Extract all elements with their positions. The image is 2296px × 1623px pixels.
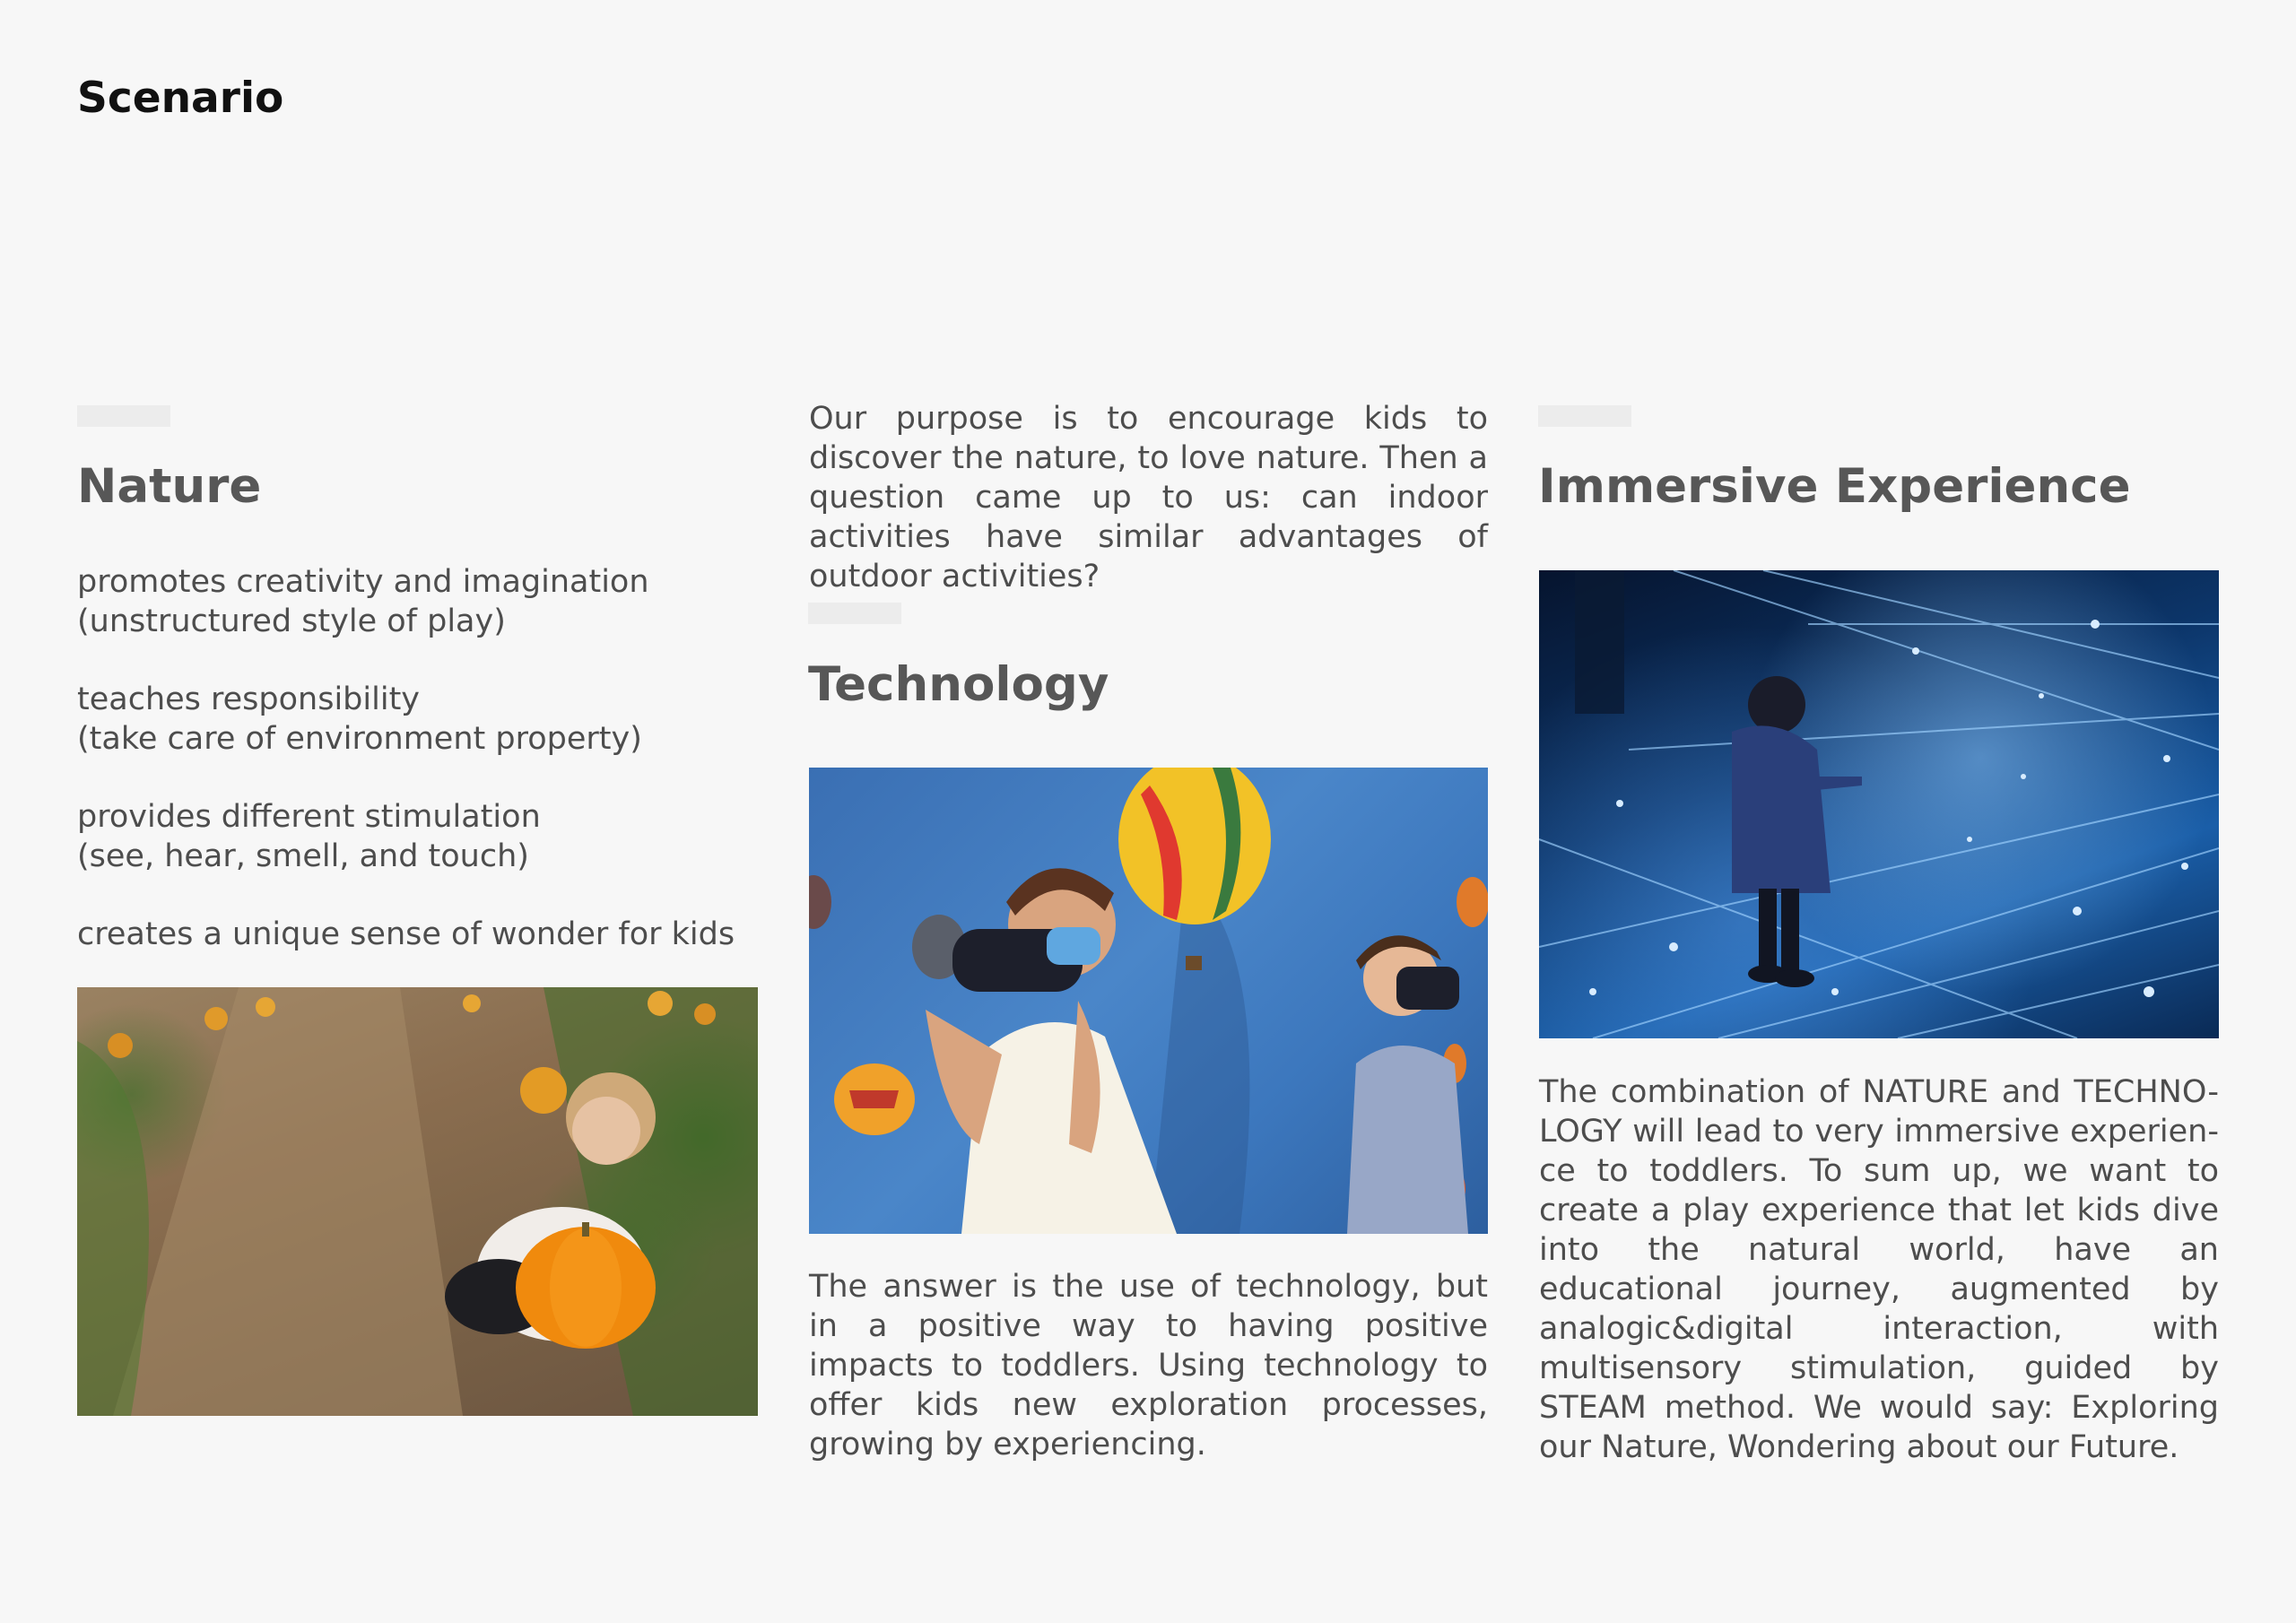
- purpose-paragraph: Our purpose is to encourage kids to discover the nature, to love nature. Then a question came up to us: can indoor activities have similar advantages of outdoor activities?: [809, 401, 1488, 595]
- list-item: teaches responsibility: [77, 681, 421, 717]
- section-marker-bar: [77, 405, 170, 427]
- immersive-paragraph: The combination of NATURE and TECHNO-LOGY will lead to very immersive experien-ce to toddlers. To sum up, we want to create a play experience that let kids dive into the natural world, have an educational journey, augmented by analogic&digital interaction, with multisensory stimulation, guided by STEAM method. We would say: Exploring our Nature, Wondering about our Future.: [1539, 1074, 2219, 1465]
- page-title: Scenario: [77, 74, 284, 123]
- list-item: (see, hear, smell, and touch): [77, 838, 529, 874]
- technology-photo: [809, 768, 1488, 1234]
- immersive-photo: [1539, 570, 2219, 1038]
- technology-paragraph: The answer is the use of technology, but in a positive way to having positive impacts to toddlers. Using technology to offer kids new exploration processes, growing by experiencing.: [809, 1269, 1488, 1462]
- section-marker-bar: [1538, 405, 1631, 427]
- list-item: creates a unique sense of wonder for kids: [77, 916, 735, 952]
- technology-heading: Technology: [808, 657, 1109, 712]
- section-marker-bar: [808, 603, 901, 624]
- nature-heading: Nature: [77, 459, 262, 514]
- nature-benefits-list: [77, 562, 759, 954]
- list-item: promotes creativity and imagination: [77, 564, 649, 600]
- nature-photo: [77, 987, 758, 1416]
- list-item: (take care of environment property): [77, 721, 642, 757]
- immersive-heading: Immersive Experience: [1538, 459, 2131, 514]
- list-item: provides different stimulation: [77, 799, 541, 835]
- list-item: (unstructured style of play): [77, 603, 506, 639]
